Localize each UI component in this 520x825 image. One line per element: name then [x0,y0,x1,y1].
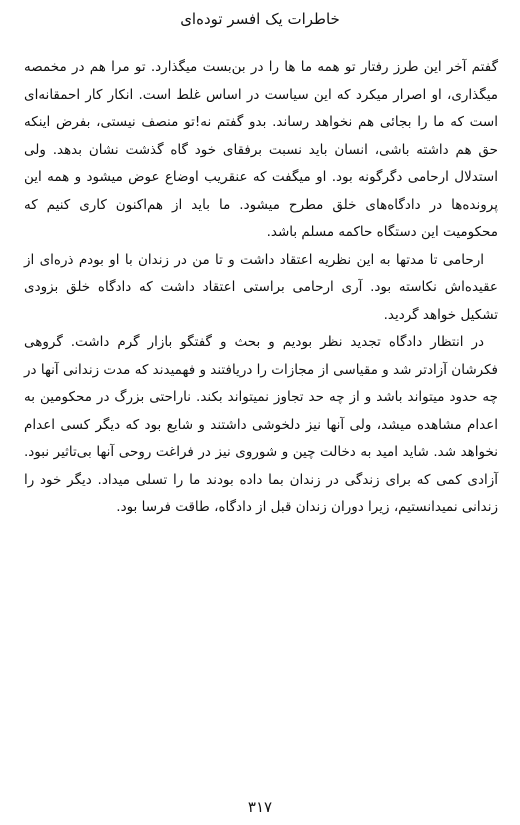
running-header: خاطرات یک افسر توده‌ای [180,10,340,28]
paragraph-2: ارحامی تا مدتها به این نظریه اعتقاد داشت و تا من در زندان با او بودم ذره‌ای از عقیده‌اش نکاسته بود. آری ارحامی براستی اعتقاد داشت که دادگاه خلق بزودی تشکیل خواهد گردید. [24,251,498,323]
paragraph-3: در انتظار دادگاه تجدید نظر بودیم و بحث و گفتگو بازار گرم داشت. گروهی فکرشان آزادتر شد و مقیاسی از مجازات را دریافتند و فهمیدند که مدت زندانی آنها در چه حدود میتواند باشد و از چه حد تجاوز نمیتواند بکند. ناراحتی بزرگ در محکومین به اعدام مشاهده میشد، ولی آنها نیز دلخوشی داشتند و شایع بود که دیگر کسی اعدام نخواهد شد. شاید امید به دخالت چین و شوروی نیز در فراغت روحی آنها بی‌تاثیر نبود. آزادی کمی که برای زندگی در زندان بما داده بودند ما را تسلی میداد. دیگر خود را زندانی نمیدانستیم، زیرا دوران زندان قبل از دادگاه، طاقت فرسا بود. [24,334,498,515]
body-text [24,54,498,522]
page-number: ۳۱۷ [247,798,273,816]
paragraph-1: گفتم آخر این طرز رفتار تو همه ما ها را در بن‌بست میگذارد. تو مرا هم در مخمصه میگذاری، او اصرار میکرد که این سیاست در اساس غلط است. انکار کار احمقانه‌ای است که ما را بجائی هم نخواهد رساند. بدو گفتم نه!تو منصف نیستی، بفرض اینکه حق هم داشته باشی، انسان باید نسبت برفقای خود گاه گذشت نشان بدهد. ولی استدلال ارحامی دگرگونه بود. او میگفت که عنقریب اوضاع عوض میشود و همه این پرونده‌ها در دادگاه‌های خلق مطرح میشود. ما باید از هم‌اکنون کاری کنیم که محکومیت این دستگاه حاکمه مسلم باشد. [24,59,498,240]
